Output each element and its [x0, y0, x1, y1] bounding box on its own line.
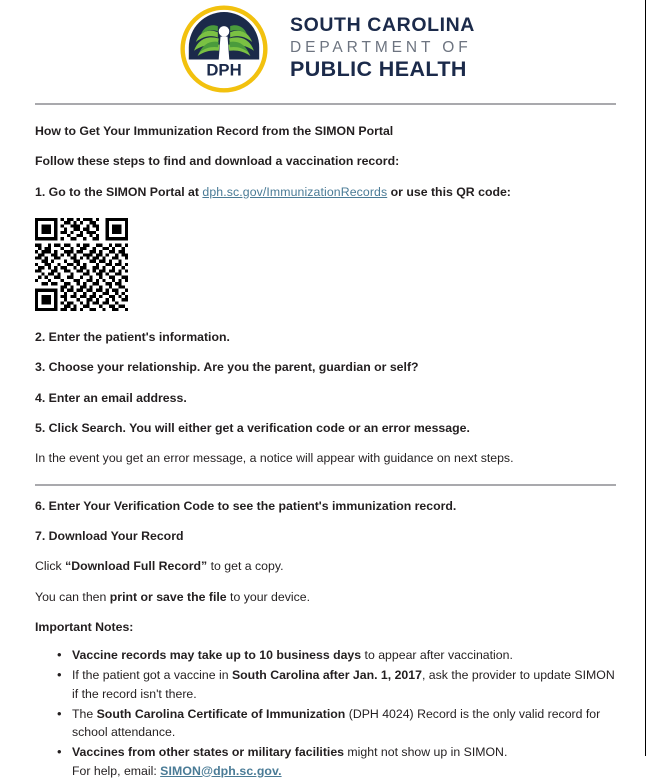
step-2: 2. Enter the patient's information.	[35, 330, 230, 345]
list-item	[72, 666, 615, 703]
document-body	[0, 103, 649, 780]
note-4-bold: Vaccines from other states or military facilities	[72, 744, 345, 759]
step-5: 5. Click Search. You will either get a verification code or an error message.	[35, 421, 470, 436]
wordmark-line-1: SOUTH CAROLINA	[290, 14, 475, 37]
seal-dph-text: DPH	[206, 59, 242, 79]
important-notes-title: Important Notes:	[35, 620, 134, 635]
note-2-pre: If the patient got a vaccine in	[72, 668, 232, 683]
error-note: In the event you get an error message, a notice will appear with guidance on next steps.	[35, 451, 514, 466]
divider-top	[35, 103, 616, 105]
dph-seal-logo	[180, 5, 268, 93]
print-save-label: print or save the file	[109, 589, 227, 604]
note-3-rest: (DPH 4024) Record is the only valid record for school attendance.	[72, 706, 601, 740]
help-email-line	[72, 762, 615, 780]
wordmark-line-2: DEPARTMENT OF	[290, 38, 472, 56]
list-item	[72, 743, 615, 780]
agency-header	[0, 0, 649, 97]
note-3-pre: The	[72, 706, 97, 721]
qr-code-icon	[35, 218, 128, 311]
note-4-rest: might not show up in SIMON.	[344, 744, 508, 759]
agency-wordmark	[290, 16, 475, 81]
help-email-prefix: For help, email:	[72, 763, 161, 778]
dph-tree-icon	[180, 5, 268, 93]
step-7: 7. Download Your Record	[35, 529, 184, 544]
note-1-bold: Vaccine records may take up to 10 business days	[72, 648, 362, 663]
download-record-label: “Download Full Record”	[65, 559, 208, 574]
note-3-bold: South Carolina Certificate of Immunization	[96, 706, 346, 721]
list-item	[72, 646, 615, 665]
step-4: 4. Enter an email address.	[35, 390, 187, 405]
print-prefix: You can then	[35, 589, 110, 604]
step-1-suffix: or use this QR code:	[390, 184, 511, 199]
print-instruction	[35, 589, 615, 605]
simon-support-email-link[interactable]: SIMON@dph.sc.gov.	[160, 763, 282, 778]
step-1	[35, 184, 615, 200]
list-item	[72, 705, 615, 742]
print-suffix: to your device.	[226, 589, 311, 604]
step-3: 3. Choose your relationship. Are you the parent, guardian or self?	[35, 360, 419, 375]
step-6: 6. Enter Your Verification Code to see the patient's immunization record.	[35, 498, 457, 513]
divider-middle	[35, 484, 616, 486]
lead-paragraph: Follow these steps to find and download a vaccination record:	[35, 154, 400, 169]
important-notes-list	[35, 646, 615, 780]
download-suffix: to get a copy.	[207, 559, 284, 574]
note-2-rest: , ask the provider to update SIMON if the record isn't there.	[72, 668, 615, 701]
note-2-bold: South Carolina after Jan. 1, 2017	[231, 668, 422, 683]
wordmark-line-3: PUBLIC HEALTH	[290, 57, 467, 82]
download-prefix: Click	[35, 559, 66, 574]
note-1-rest: to appear after vaccination.	[361, 648, 513, 663]
page-title: How to Get Your Immunization Record from the SIMON Portal	[35, 124, 394, 138]
step-1-prefix: 1. Go to the SIMON Portal at	[35, 184, 199, 199]
qr-code-block	[35, 218, 615, 311]
download-instruction	[35, 558, 615, 574]
page-right-border	[645, 0, 646, 756]
simon-portal-link[interactable]: dph.sc.gov/ImmunizationRecords	[202, 184, 388, 199]
